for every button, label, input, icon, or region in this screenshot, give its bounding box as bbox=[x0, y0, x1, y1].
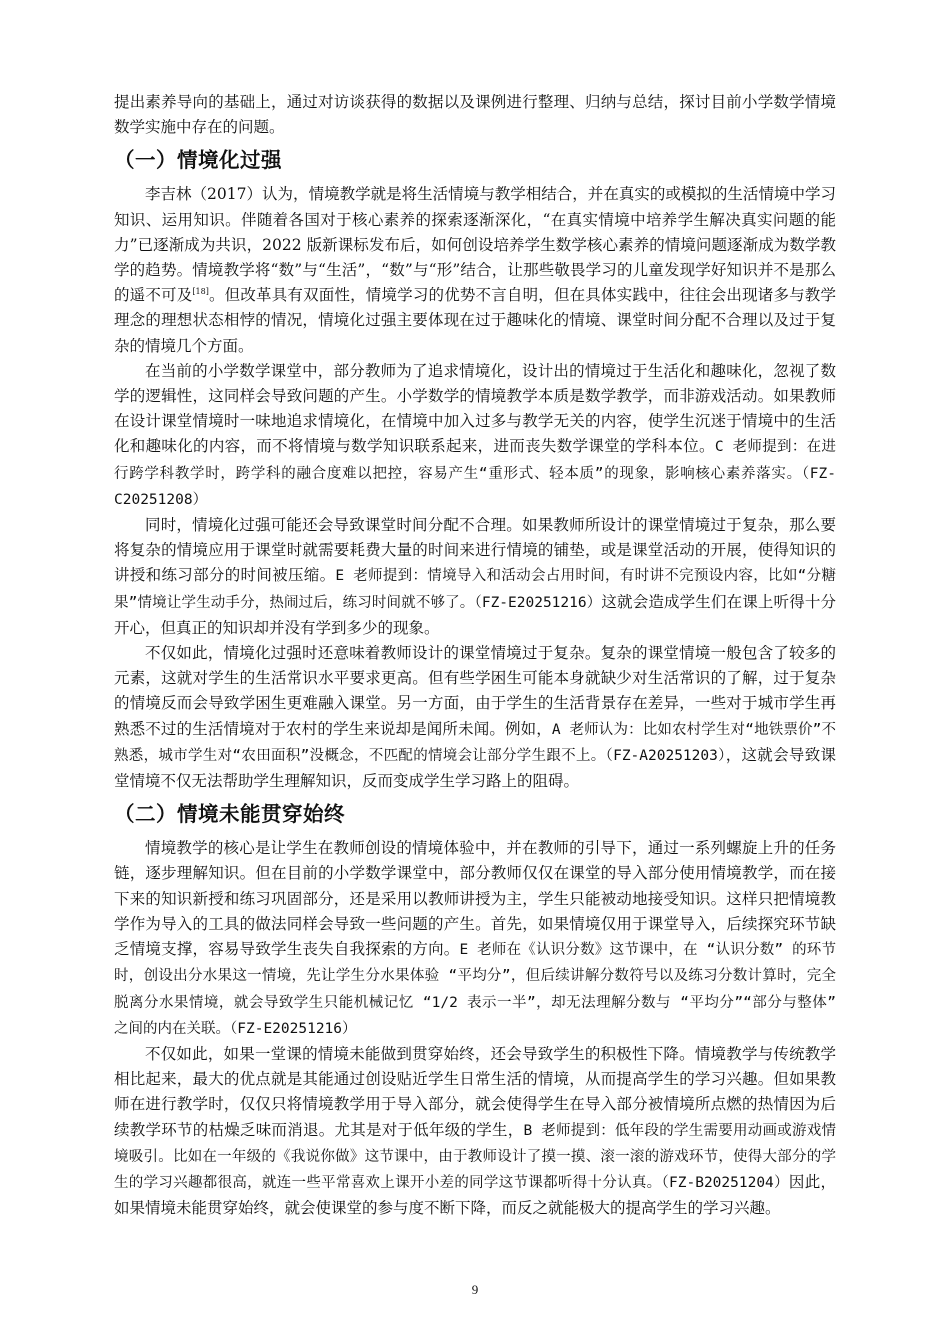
section1-paragraph-4: 不仅如此，情境化过强时还意味着教师设计的课堂情境过于复杂。复杂的课堂情境一般包含了较多的元素，这就对学生的生活常识水平要求更高。但有些学困生可能本身就缺少对生活常识的了解，过于复杂的情境反而会导致学困生更难融入课堂。另一方面，由于学生的生活背景存在差异，一些对于城市学生再熟悉不过的生活情境对于农村的学生来说却是闻所未闻。例如，A 老师认为：比如农村学生对“地铁票价”不熟悉，城市学生对“农田面积”没概念，不匹配的情境会让部分学生跟不上。（FZ-A20251203），这就会导致课堂情境不仅无法帮助学生理解知识，反而变成学生学习路上的阻碍。 bbox=[114, 644, 836, 791]
interview-quote: C 老师提到：在进行跨学科教学时，跨学科的融合度难以把控，容易产生“重形式、轻本质”的现象，影响核心素养落实。（FZ-C20251208） bbox=[114, 439, 836, 508]
section-heading-2: （二）情境未能贯穿始终 bbox=[114, 802, 345, 827]
interview-quote: A 老师认为：比如农村学生对“地铁票价”不熟悉，城市学生对“农田面积”没概念，不匹配的情境会让部分学生跟不上。（FZ-A20251203） bbox=[114, 721, 836, 764]
citation-superscript: [18] bbox=[192, 287, 209, 297]
page-number: 9 bbox=[471, 1282, 479, 1297]
section1-paragraph-3: 同时，情境化过强可能还会导致课堂时间分配不合理。如果教师所设计的课堂情境过于复杂，那么要将复杂的情境应用于课堂时就需要耗费大量的时间来进行情境的铺垫，或是课堂活动的开展，使得知识的讲授和练习部分的时间被压缩。E 老师提到：情境导入和活动会占用时间，有时讲不完预设内容，比如“分糖果”情境让学生动手分，热闹过后，练习时间就不够了。（FZ-E20251216）这就会造成学生们在课上听得十分开心，但真正的知识却并没有学到多少的现象。 bbox=[114, 516, 836, 637]
section1-paragraph-2: 在当前的小学数学课堂中，部分教师为了追求情境化，设计出的情境过于生活化和趣味化，忽视了数学的逻辑性，这同样会导致问题的产生。小学数学的情境教学本质是数学教学，而非游戏活动。如果教师在设计课堂情境时一味地追求情境化，在情境中加入过多与教学无关的内容，使学生沉迷于情境中的生活化和趣味化的内容，而不将情境与数学知识联系起来，进而丧失数学课堂的学科本位。C 老师提到：在进行跨学科教学时，跨学科的融合度难以把控，容易产生“重形式、轻本质”的现象，影响核心素养落实。（FZ-C20251208） bbox=[114, 361, 836, 508]
interview-quote: E 老师在《认识分数》这节课中，在 “认识分数” 的环节时，创设出分水果这一情境，先让学生分水果体验 “平均分”，但后续讲解分数符号以及练习分数计算时，完全脱离分水果情境，就会导致学生只能机械记忆 “1/2 表示一半”，却无法理解分数与 “平均分”“部分与整体” 之间的内在关联。（FZ-E20251216） bbox=[114, 942, 836, 1037]
interview-quote: E 老师提到：情境导入和活动会占用时间，有时讲不完预设内容，比如“分糖果”情境让学生动手分，热闹过后，练习时间就不够了。（FZ-E20251216） bbox=[114, 568, 836, 611]
interview-quote: B 老师提到：低年段的学生需要用动画或游戏情境吸引。比如在一年级的《我说你做》这节课中，由于教师设计了摸一摸、滚一滚的游戏环节，使得大部分的学生的学习兴趣都很高，就连一些平常喜欢上课开小差的同学这节课都听得十分认真。（FZ-B20251204） bbox=[114, 1122, 836, 1191]
intro-paragraph-tail: 提出素养导向的基础上，通过对访谈获得的数据以及课例进行整理、归纳与总结，探讨目前小学数学情境数学实施中存在的问题。 bbox=[114, 93, 836, 137]
section1-paragraph-1: 李吉林（2017）认为，情境教学就是将生活情境与教学相结合，并在真实的或模拟的生活情境中学习知识、运用知识。伴随着各国对于核心素养的探索逐渐深化，“在真实情境中培养学生解决真实问题的能力”已逐渐成为共识，2022 版新课标发布后，如何创设培养学生数学核心素养的情境问题逐渐成为数学教学的趋势。情境教学将“数”与“生活”，“数”与“形”结合，让那些敬畏学习的儿童发现学好知识并不是那么的遥不可及[18]。但改革具有双面性，情境学习的优势不言自明，但在具体实践中，往往会出现诸多与教学理念的理想状态相悖的情况，情境化过强主要体现在过于趣味化的情境、课堂时间分配不合理以及过于复杂的情境几个方面。 bbox=[114, 185, 836, 355]
document-page bbox=[114, 90, 836, 1221]
section2-paragraph-1: 情境教学的核心是让学生在教师创设的情境体验中，并在教师的引导下，通过一系列螺旋上升的任务链，逐步理解知识。但在目前的小学数学课堂中，部分教师仅仅在课堂的导入部分使用情境教学，而在接下来的知识新授和练习巩固部分，还是采用以教师讲授为主，学生只能被动地接受知识。这样只把情境教学作为导入的工具的做法同样会导致一些问题的产生。首先，如果情境仅用于课堂导入，后续探究环节缺乏情境支撑，容易导致学生丧失自我探索的方向。E 老师在《认识分数》这节课中，在 “认识分数” 的环节时，创设出分水果这一情境，先让学生分水果体验 “平均分”，但后续讲解分数符号以及练习分数计算时，完全脱离分水果情境，就会导致学生只能机械记忆 “1/2 表示一半”，却无法理解分数与 “平均分”“部分与整体” 之间的内在关联。（FZ-E20251216） bbox=[114, 839, 836, 1037]
section2-paragraph-2: 不仅如此，如果一堂课的情境未能做到贯穿始终，还会导致学生的积极性下降。情境教学与传统教学相比起来，最大的优点就是其能通过创设贴近学生日常生活的情境，从而提高学生的学习兴趣。但如果教师在进行教学时，仅仅只将情境教学用于导入部分，就会使得学生在导入部分被情境所点燃的热情因为后续教学环节的枯燥乏味而消退。尤其是对于低年级的学生，B 老师提到：低年段的学生需要用动画或游戏情境吸引。比如在一年级的《我说你做》这节课中，由于教师设计了摸一摸、滚一滚的游戏环节，使得大部分的学生的学习兴趣都很高，就连一些平常喜欢上课开小差的同学这节课都听得十分认真。（FZ-B20251204）因此，如果情境未能贯穿始终，就会使课堂的参与度不断下降，而反之就能极大的提高学生的学习兴趣。 bbox=[114, 1044, 836, 1218]
section-heading-1: （一）情境化过强 bbox=[114, 148, 282, 173]
